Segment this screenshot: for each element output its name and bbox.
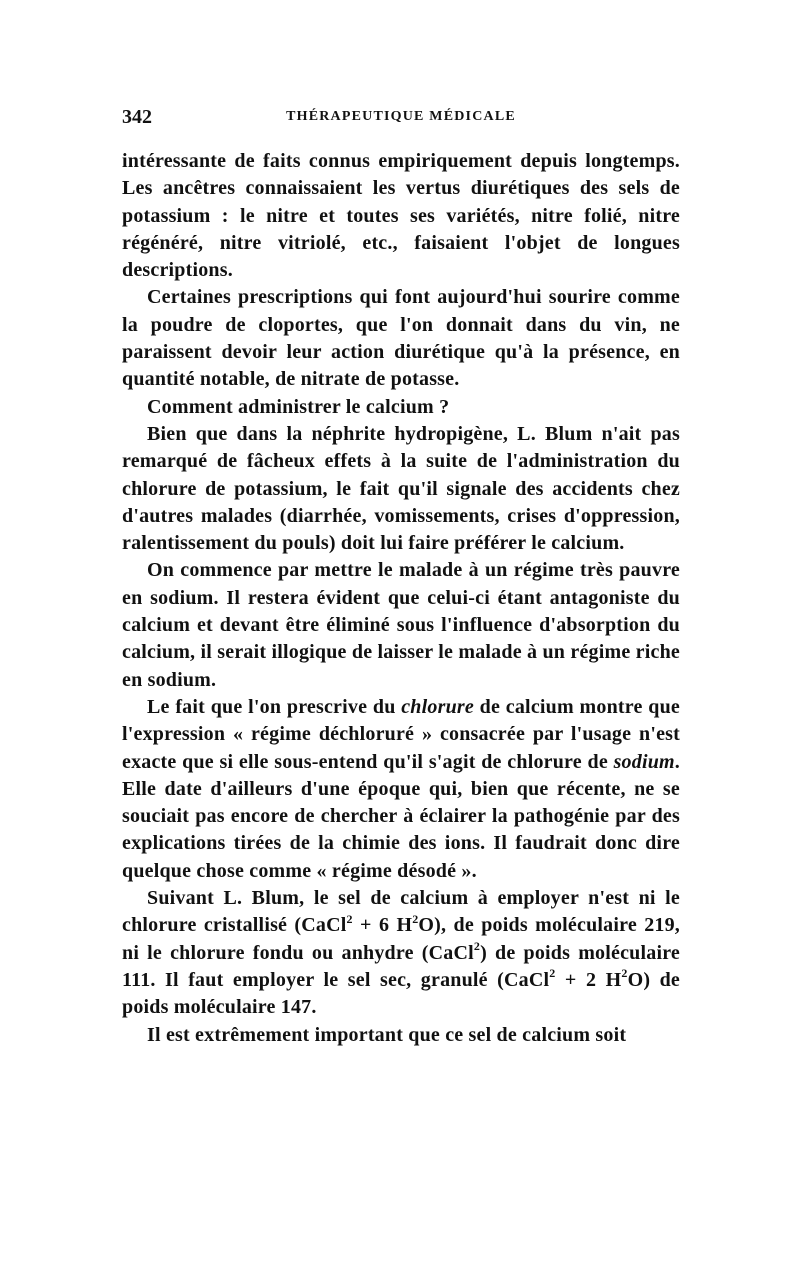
superscript: 2	[346, 911, 353, 926]
paragraph-7-text-6: O) de poids moléculaire 147.	[122, 968, 681, 1019]
body-text	[122, 148, 680, 1049]
paragraph-1: intéressante de faits connus empiriquement depuis longtemps. Les ancêtres connaissaient les vertus diurétiques des sels de potassium : le nitre et toutes ses variétés, nitre folié, nitre régénéré, nitre vitriolé, etc., faisaient l'objet de longues descriptions.	[122, 150, 680, 282]
paragraph-5: On commence par mettre le malade à un régime très pauvre en sodium. Il restera évident que celui-ci étant antagoniste du calcium et devant être éliminé sous l'influence d'absorption du calcium, il serait illogique de laisser le malade à un régime riche en sodium.	[122, 559, 680, 691]
superscript: 2	[549, 966, 556, 981]
paragraph-4: Bien que dans la néphrite hydropigène, L. Blum n'ait pas remarqué de fâcheux effets à la suite de l'administration du chlorure de potassium, le fait qu'il signale des accidents chez d'autres malades (diarrhée, vomissements, crises d'oppression, ralentissement du pouls) doit lui faire préférer le calcium.	[122, 422, 680, 555]
superscript: 2	[412, 911, 419, 926]
page-number: 342	[122, 106, 152, 128]
page-header	[122, 106, 680, 136]
paragraph-7-text-3: O), de poids moléculaire 219, ni le chlorure fondu ou anhydre (CaCl	[122, 914, 681, 964]
superscript: 2	[621, 966, 628, 981]
paragraph-3: Comment administrer le calcium ?	[147, 395, 450, 418]
paragraph-6-text-2: de calcium montre que l'expression « régime déchloruré » consacrée par l'usage n'est exacte que si elle sous-entend qu'il s'agit de chlorure de	[122, 695, 681, 773]
paragraph-7-text-2: + 6 H	[352, 914, 413, 937]
paragraph-7-text-4: ) de poids moléculaire 111. Il faut employer le sel sec, granulé (CaCl	[122, 941, 680, 991]
running-title: THÉRAPEUTIQUE MÉDICALE	[286, 109, 516, 124]
paragraph-2: Certaines prescriptions qui font aujourd'hui sourire comme la poudre de cloportes, que l'on donnait dans du vin, ne paraissent devoir leur action diurétique qu'à la présence, en quantité notable, de nitrate de potasse.	[122, 286, 680, 391]
paragraph-7	[122, 885, 680, 1021]
paragraph-6-text-3: . Elle date d'ailleurs d'une époque qui, bien que récente, ne se souciait pas encore de chercher à éclairer la pathogénie par des explications tirées de la chimie des ions. Il faudrait donc dire quelque chose comme « régime désodé ».	[122, 750, 680, 882]
paragraph-6-italic-sodium: sodium	[613, 750, 675, 773]
paragraph-6	[122, 694, 680, 885]
paragraph-7-text-1: Suivant L. Blum, le sel de calcium à employer n'est ni le chlorure cristallisé (CaCl	[122, 887, 680, 937]
superscript: 2	[473, 938, 481, 953]
paragraph-6-italic-chlorure: chlorure	[401, 695, 474, 718]
paragraph-8: Il est extrêmement important que ce sel de calcium soit	[147, 1023, 627, 1046]
paragraph-6-text-1: Le fait que l'on prescrive du	[147, 695, 402, 718]
paragraph-7-text-5: + 2 H	[555, 968, 622, 991]
